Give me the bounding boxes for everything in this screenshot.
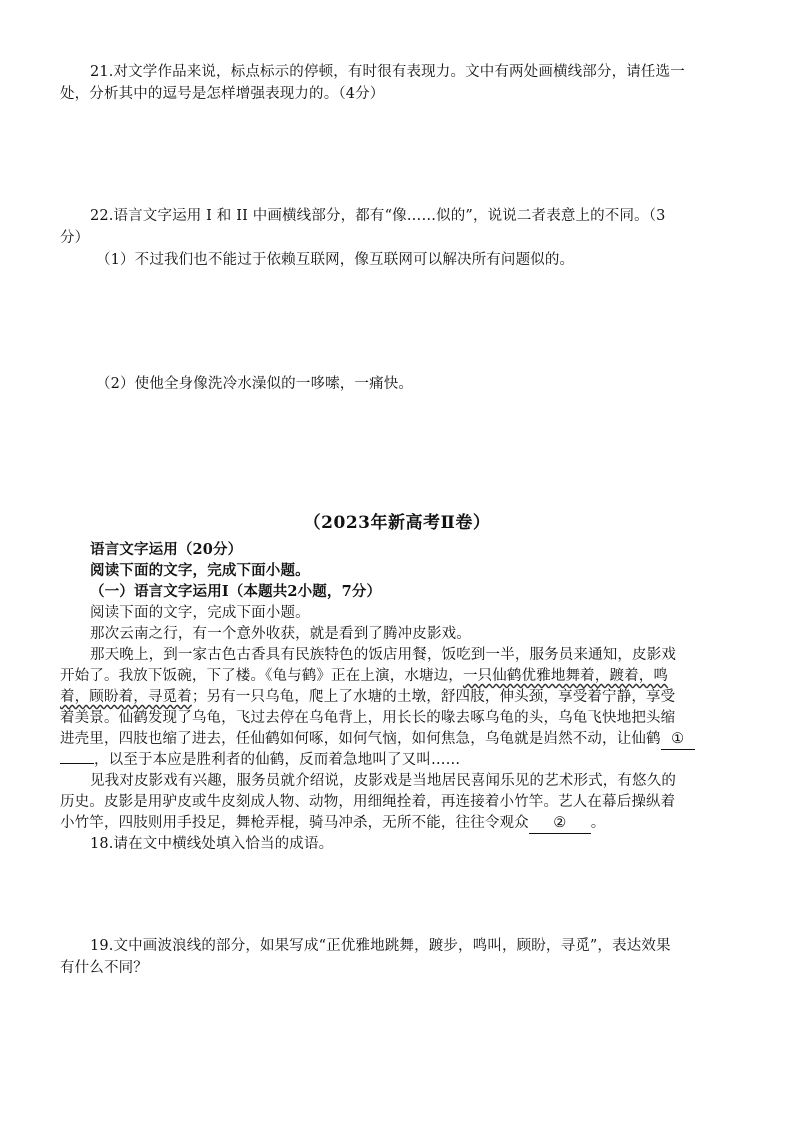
passage-p2-line2: 开始了。我放下饭碗，下了楼。《龟与鹤》正在上演，水塘边，一只仙鹤优雅地舞着，踱着，鸣 [60, 668, 669, 684]
question-22-sub1: （1）不过我们也不能过于依赖互联网，像互联网可以解决所有问题似的。 [96, 252, 575, 268]
passage-p2-line3: 着，顾盼着，寻觅着；另有一只乌龟，爬上了水塘的土墩，舒四肢，伸头颈，享受着宁静，享受 [60, 689, 676, 705]
passage-p1: 那次云南之行，有一个意外收获，就是看到了腾冲皮影戏。 [90, 626, 471, 642]
passage-p2-line6: ，以至于本应是胜利者的仙鹤，反而着急地叫了又叫…… [60, 750, 460, 770]
question-19-line2: 有什么不同？ [60, 960, 148, 976]
question-22-sub2: （2）使他全身像洗冷水澡似的一哆嗦，一痛快。 [96, 376, 414, 392]
heading-part-one: （一）语言文字运用Ⅰ（本题共2小题，7分） [90, 583, 382, 600]
passage-p3-line2: 历史。皮影是用驴皮或牛皮刻成人物、动物，用细绳拴着，再连接着小竹竿。艺人在幕后操纵着 [60, 794, 676, 810]
passage-p2-line5: 进壳里，四肢也缩了进去，任仙鹤如何啄，如何气恼，如何焦急，乌龟就是岿然不动，让仙鹤 ① [60, 729, 695, 750]
section-title: （2023年新高考Ⅱ卷） [303, 513, 491, 533]
heading-language-use: 语言文字运用（20分） [90, 541, 243, 558]
heading-instruction: 阅读下面的文字，完成下面小题。 [90, 562, 310, 579]
question-18: 18.请在文中横线处填入恰当的成语。 [90, 836, 334, 852]
blank-1: ① [661, 729, 695, 750]
wavy-underlined-text: 一只仙鹤优雅地舞着，踱着，鸣 [462, 668, 669, 684]
blank-2: ② [529, 813, 591, 834]
question-21-line1: 21.对文学作品来说，标点标示的停顿，有时很有表现力。文中有两处画横线部分，请任选一 [90, 64, 685, 80]
intro-instruction: 阅读下面的文字，完成下面小题。 [90, 605, 310, 621]
passage-p2-line4: 着美景。仙鹤发现了乌龟，飞过去停在乌龟背上，用长长的喙去啄乌龟的头，乌龟飞快地把头缩 [60, 710, 676, 726]
blank-1-continued [60, 763, 94, 764]
passage-p3-line1: 见我对皮影戏有兴趣，服务员就介绍说，皮影戏是当地居民喜闻乐见的艺术形式，有悠久的 [90, 773, 676, 789]
passage-p2-line1: 那天晚上，到一家古色古香具有民族特色的饭店用餐，饭吃到一半，服务员来通知，皮影戏 [90, 647, 676, 663]
question-22-line2: 分） [60, 230, 90, 246]
passage-p3-line3: 小竹竿，四肢则用手投足，舞枪弄棍，骑马冲杀，无所不能，往往令观众 ② 。 [60, 813, 605, 834]
question-19-line1: 19.文中画波浪线的部分，如果写成“正优雅地跳舞，踱步，鸣叫，顾盼，寻觅”，表达效果 [90, 938, 671, 954]
question-22-line1: 22.语言文字运用 I 和 II 中画横线部分，都有“像……似的”，说说二者表意上的不同。（3 [90, 208, 666, 224]
question-21-line2: 处，分析其中的逗号是怎样增强表现力的。（4分） [60, 86, 385, 102]
wavy-underlined-text: 着，顾盼着，寻觅着 [60, 689, 192, 705]
